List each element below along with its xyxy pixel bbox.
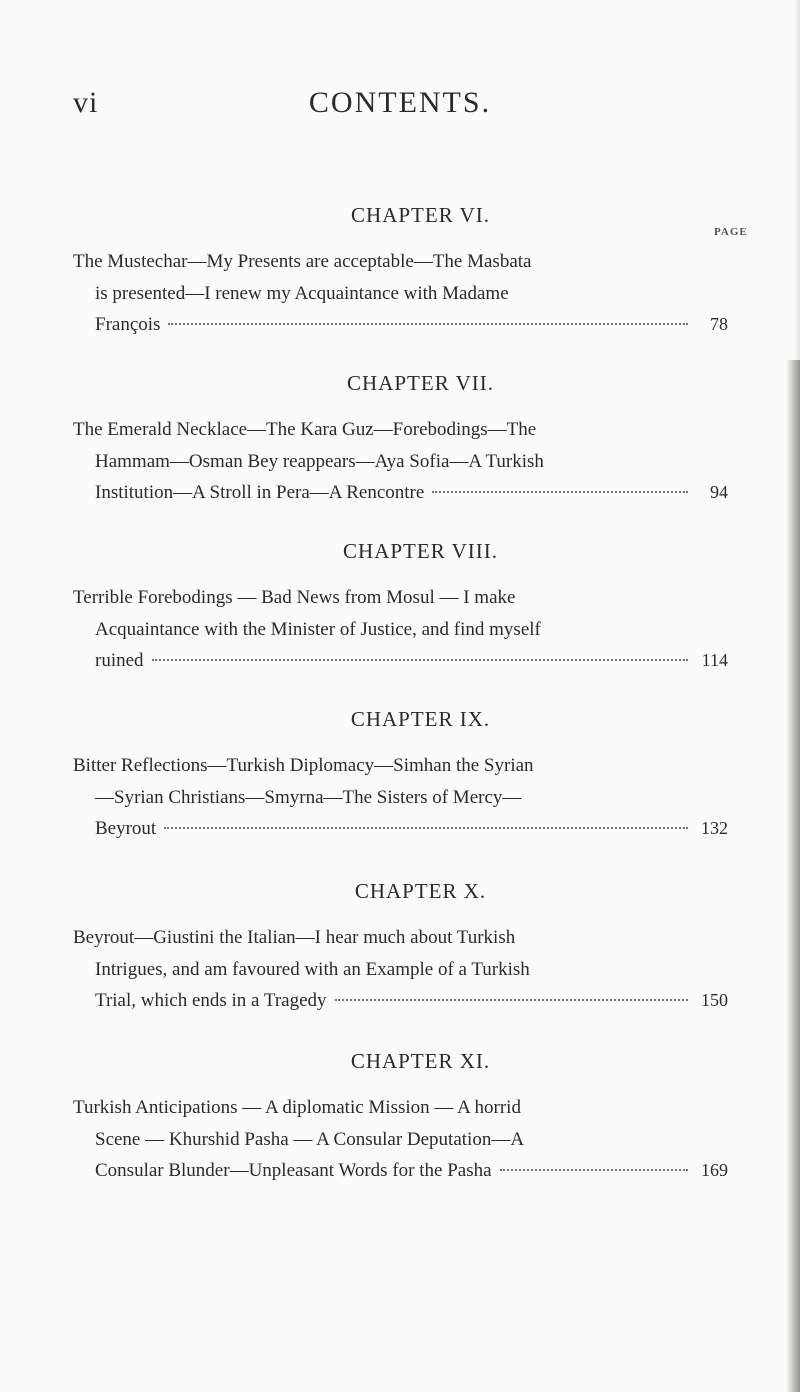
summary-line: Trial, which ends in a Tragedy xyxy=(95,990,327,1011)
page-column-label: PAGE xyxy=(714,226,748,238)
dot-leader xyxy=(164,827,688,829)
chapter-entry xyxy=(73,200,728,341)
summary-last-line xyxy=(73,1155,728,1187)
dot-leader xyxy=(335,999,688,1001)
chapter-summary xyxy=(73,1092,728,1187)
page-folio: vi xyxy=(73,86,99,119)
chapter-entry xyxy=(73,536,728,677)
chapter-summary xyxy=(73,750,728,845)
summary-line: ruined xyxy=(95,650,144,671)
summary-line: Beyrout—Giustini the Italian—I hear much about Turkish xyxy=(73,927,516,948)
page-edge-shadow-top xyxy=(794,0,800,360)
chapter-summary xyxy=(73,246,728,341)
page-header xyxy=(0,86,800,126)
dot-leader xyxy=(152,659,688,661)
running-head: CONTENTS. xyxy=(308,86,492,119)
summary-line: Turkish Anticipations — A diplomatic Mission — A horrid xyxy=(73,1097,521,1118)
summary-line: Terrible Forebodings — Bad News from Mosul — I make xyxy=(73,587,516,608)
summary-line: Acquaintance with the Minister of Justice, and find myself xyxy=(95,618,541,640)
chapter-entry xyxy=(73,1046,728,1187)
summary-line: Beyrout xyxy=(95,818,157,839)
page-number: 78 xyxy=(710,314,728,334)
page-edge-shadow xyxy=(786,360,800,1392)
chapter-title: CHAPTER X. xyxy=(354,879,487,903)
summary-line: The Emerald Necklace—The Kara Guz—Forebodings—The xyxy=(73,419,537,440)
page-number: 94 xyxy=(710,482,728,502)
chapter-title: CHAPTER XI. xyxy=(350,1049,491,1073)
dot-leader xyxy=(500,1169,688,1171)
page-number: 169 xyxy=(701,1160,728,1180)
summary-last-line xyxy=(73,985,728,1017)
summary-line: Institution—A Stroll in Pera—A Rencontre xyxy=(95,482,425,503)
chapter-entry xyxy=(73,704,728,845)
summary-line: Bitter Reflections—Turkish Diplomacy—Simhan the Syrian xyxy=(73,755,534,776)
dot-leader xyxy=(432,491,688,493)
chapter-summary xyxy=(73,582,728,677)
summary-line: —Syrian Christians—Smyrna—The Sisters of Mercy— xyxy=(95,786,522,808)
chapter-entry xyxy=(73,876,728,1017)
summary-line: is presented—I renew my Acquaintance with Madame xyxy=(95,282,509,304)
summary-line: Intrigues, and am favoured with an Example of a Turkish xyxy=(95,958,530,980)
summary-line: Hammam—Osman Bey reappears—Aya Sofia—A Turkish xyxy=(95,450,544,472)
chapter-title: CHAPTER VIII. xyxy=(343,539,498,563)
page-number: 150 xyxy=(701,990,728,1010)
summary-line: The Mustechar—My Presents are acceptable—The Masbata xyxy=(73,251,532,272)
summary-last-line xyxy=(73,645,728,677)
chapter-summary xyxy=(73,922,728,1017)
page-number: 132 xyxy=(701,818,728,838)
page-number: 114 xyxy=(701,650,728,670)
summary-last-line xyxy=(73,813,728,845)
summary-line: Scene — Khurshid Pasha — A Consular Deputation—A xyxy=(95,1128,525,1150)
dot-leader xyxy=(168,323,688,325)
summary-line: François xyxy=(95,314,161,335)
chapter-title: CHAPTER IX. xyxy=(350,707,491,731)
chapter-summary xyxy=(73,414,728,509)
summary-last-line xyxy=(73,309,728,341)
summary-last-line xyxy=(73,477,728,509)
chapter-title: CHAPTER VI. xyxy=(351,203,490,227)
summary-line: Consular Blunder—Unpleasant Words for the Pasha xyxy=(95,1160,492,1181)
chapter-title: CHAPTER VII. xyxy=(347,371,494,395)
chapter-entry xyxy=(73,368,728,509)
